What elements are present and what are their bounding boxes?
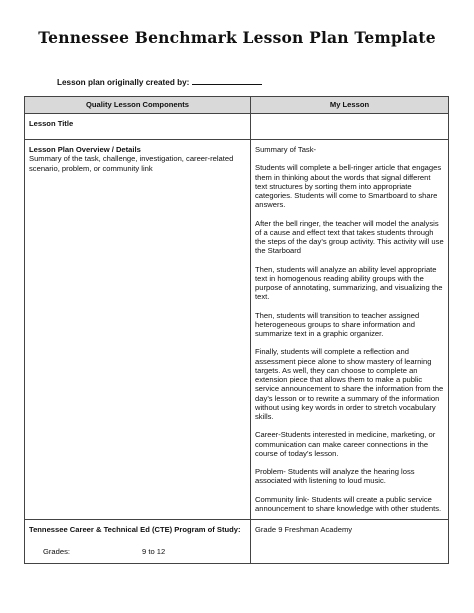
overview-label: Lesson Plan Overview / Details	[29, 145, 141, 154]
lesson-title-row	[25, 114, 449, 140]
overview-paragraph: Summary of Task-	[255, 145, 317, 154]
overview-paragraph: Then, students will analyze an ability level appropriate text in homogenous reading ability groups with the purpose of annotating, summarizing, and visualizing the text.	[255, 264, 443, 302]
table-header-row	[25, 97, 449, 114]
created-by-label: Lesson plan originally created by:	[57, 78, 190, 87]
overview-paragraph: After the bell ringer, the teacher will model the analysis of a cause and effect text that takes students through the steps of the day’s group activity. This activity will use the Starboard	[255, 218, 444, 256]
cte-label: Tennessee Career & Technical Ed (CTE) Program of Study:	[29, 525, 241, 534]
lesson-plan-table	[24, 96, 449, 564]
cte-label-cell	[25, 520, 251, 564]
grades-label: Grades:	[43, 547, 71, 557]
created-by-line	[57, 76, 262, 87]
document-title: Tennessee Benchmark Lesson Plan Template	[38, 28, 436, 47]
header-quality-components: Quality Lesson Components	[25, 97, 251, 114]
overview-row	[25, 140, 449, 520]
overview-label-cell	[25, 140, 251, 520]
overview-description: Summary of the task, challenge, investigation, career-related scenario, problem, or community link	[29, 154, 234, 173]
created-by-blank	[192, 76, 262, 85]
lesson-title-label: Lesson Title	[25, 114, 251, 140]
overview-paragraph: Then, students will transition to teacher assigned heterogeneous groups to share information and summarize text in a graphic organizer.	[255, 310, 420, 338]
overview-paragraph: Problem- Students will analyze the hearing loss associated with listening to loud music.	[255, 467, 415, 486]
overview-paragraph: Students will complete a bell-ringer article that engages them in thinking about the words that signal different text structures by sorting them into appropriate categories. Students will come to Smartboard to share answers.	[255, 163, 442, 210]
lesson-title-value	[251, 114, 449, 140]
grades-line	[29, 547, 246, 556]
overview-content-cell	[251, 140, 449, 520]
cte-row	[25, 520, 449, 564]
cte-value: Grade 9 Freshman Academy	[251, 520, 449, 564]
overview-paragraph: Finally, students will complete a reflection and assessment piece alone to show mastery of learning targets. As well, they can choose to complete an extension piece that allows them to make a public service announcement to share the information from the day’s lesson or to rewrite a summary of the information without using key words in order to stretch vocabulary skills.	[255, 347, 444, 421]
overview-paragraph: Community link- Students will create a public service announcement to share knowledge with other students.	[255, 494, 442, 513]
grades-value: 9 to 12	[142, 547, 166, 557]
header-my-lesson: My Lesson	[251, 97, 449, 114]
overview-paragraph: Career-Students interested in medicine, marketing, or communication can make career connections in the course of today’s lesson.	[255, 430, 436, 458]
